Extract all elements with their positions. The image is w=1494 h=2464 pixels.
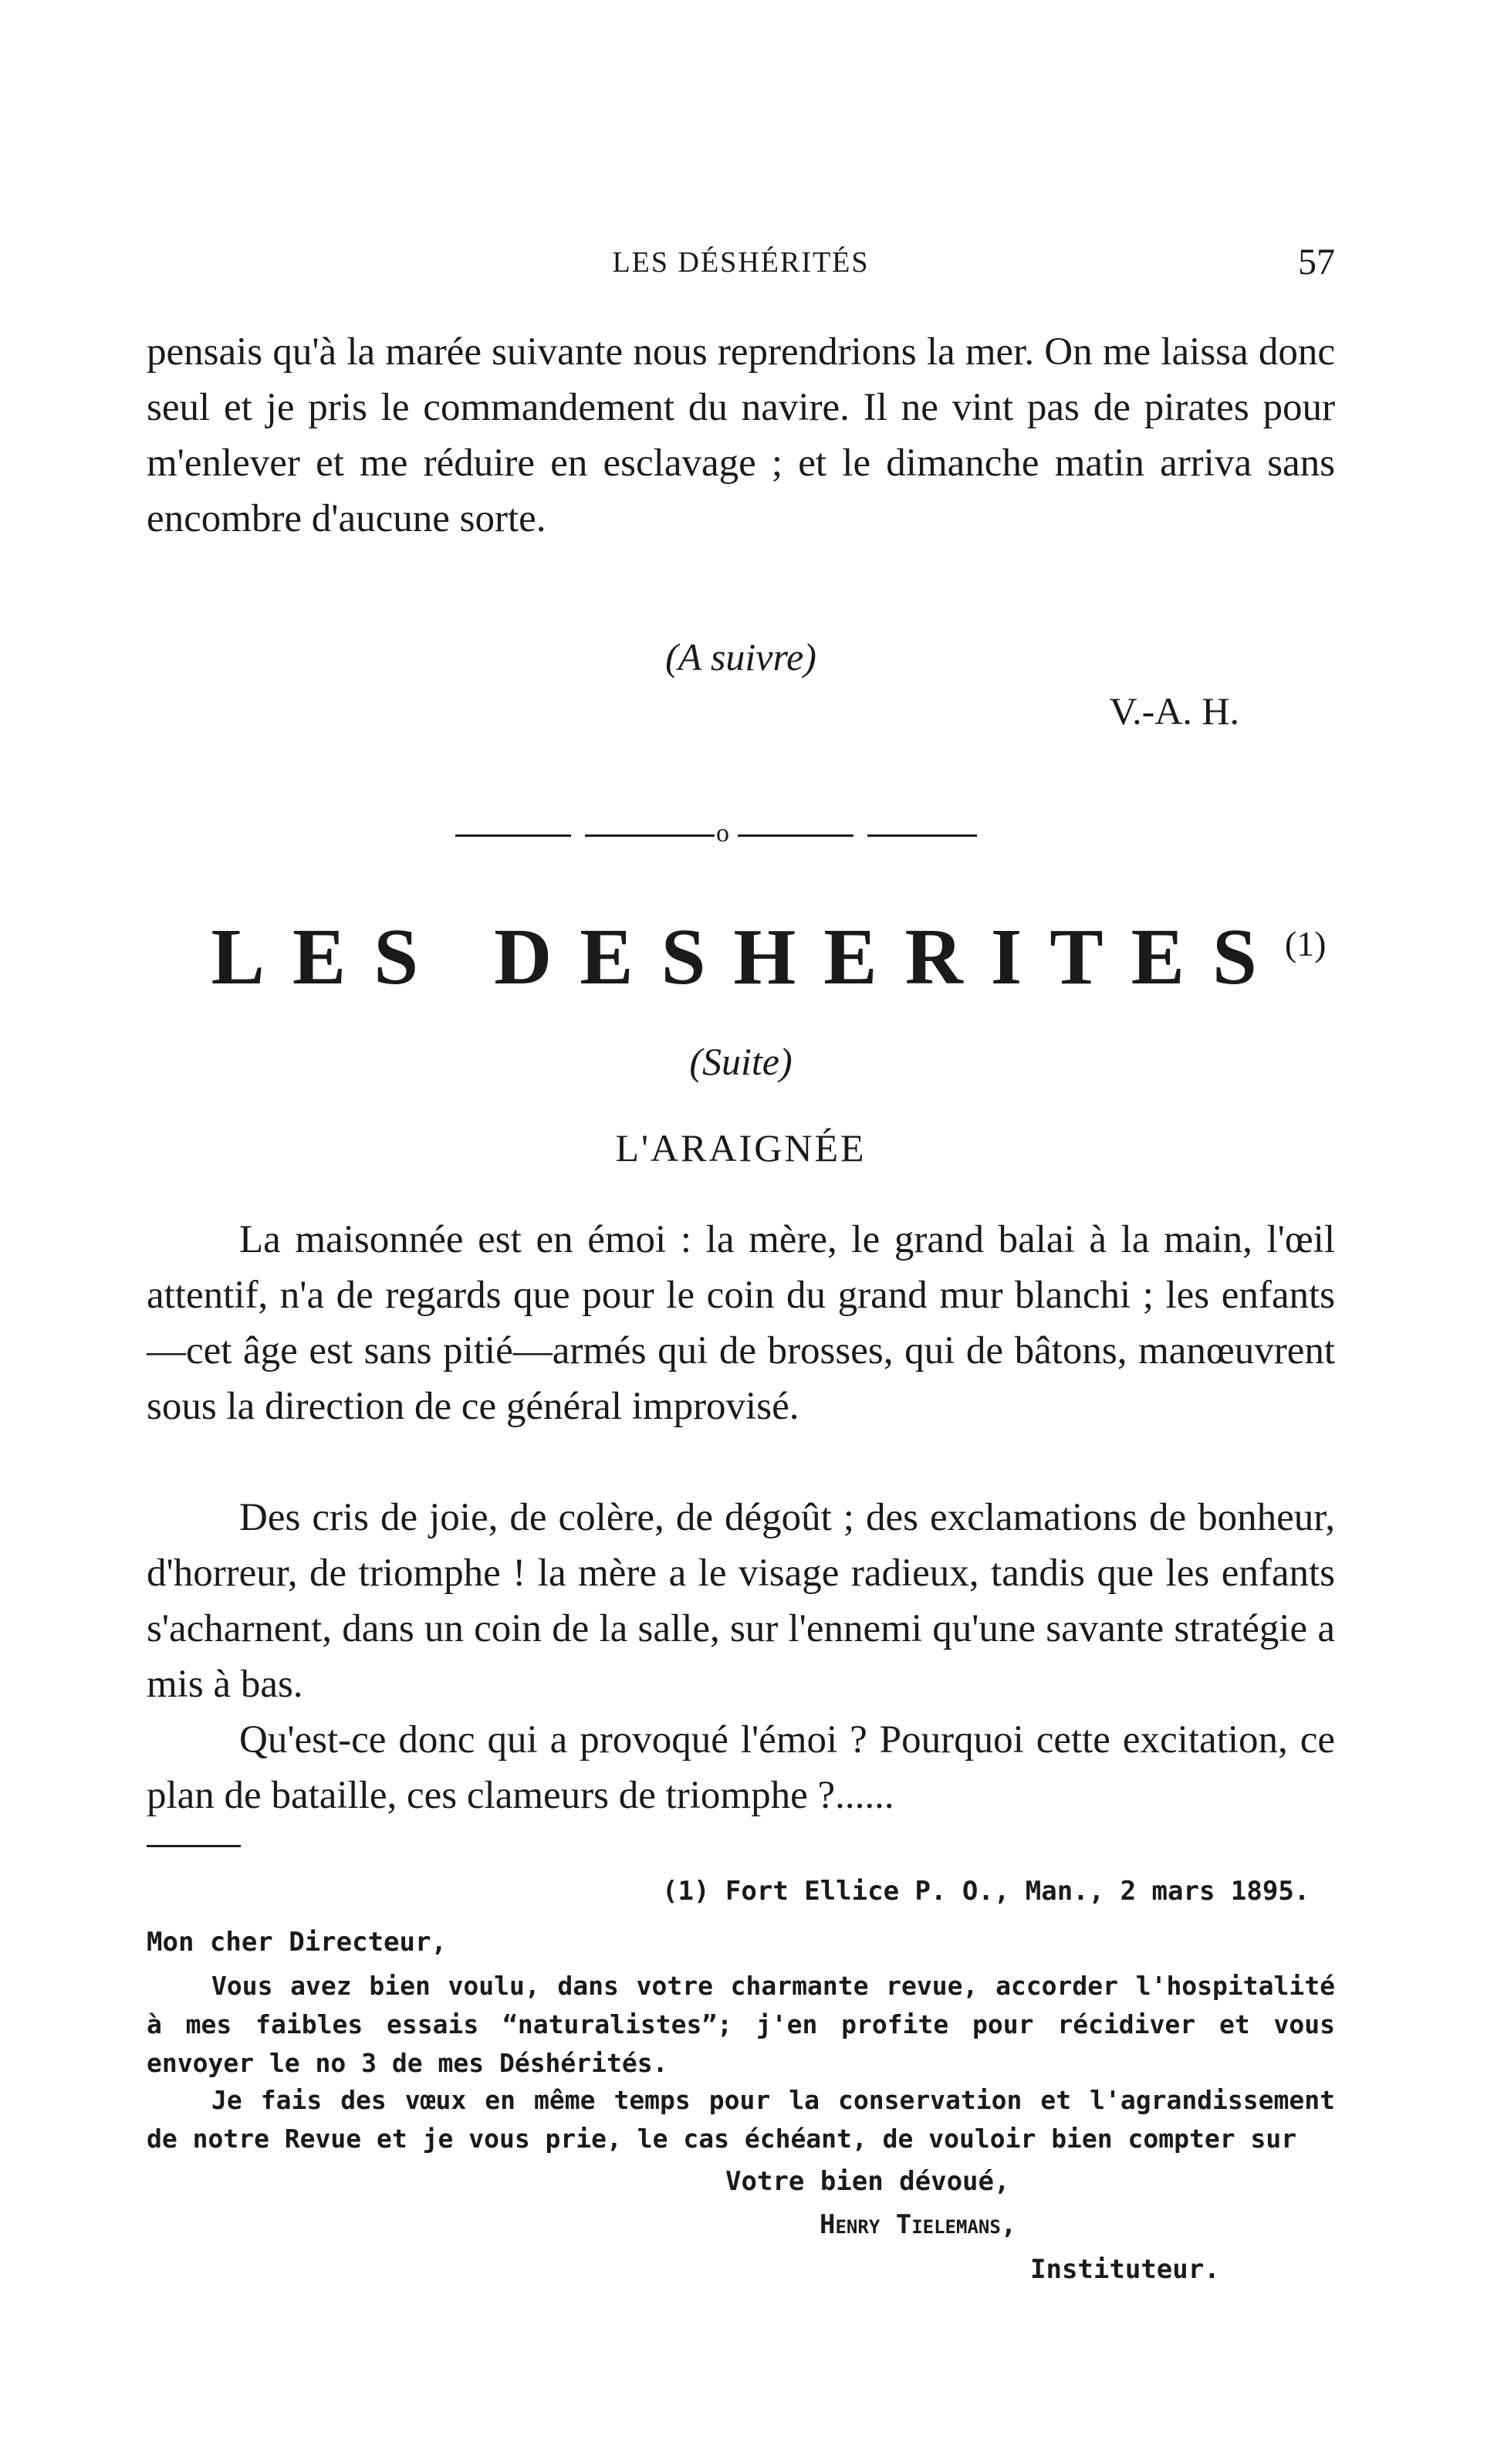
footnote-rule [147, 1845, 241, 1847]
section-separator [455, 819, 1026, 848]
page-number: 57 [1298, 242, 1335, 283]
separator-segment [585, 834, 715, 837]
letter-closing: Votre bien dévoué, [725, 2166, 1010, 2197]
signer-role: Instituteur. [1030, 2254, 1220, 2285]
separator-mark: o [716, 819, 729, 848]
letter-paragraph: Vous avez bien voulu, dans votre charmante revue, accorder l'hospitalité à mes faibles essais “naturalistes”; j'en profite pour récidiver et vous envoyer le no 3 de mes Déshérités. [147, 1971, 1335, 2078]
to-be-continued: (A suivre) [665, 635, 816, 679]
body-paragraph: Des cris de joie, de colère, de dégoût ; des exclamations de bonheur, d'horreur, de triomphe ! la mère a le visage radieux, tandis que les enfants s'acharnent, dans un coin de la salle, sur l'ennemi qu'une savante stratégie a mis à bas. [147, 1496, 1335, 1706]
footnote-text: (1) Fort Ellice P. O., Man., 2 mars 1895. [662, 1876, 1310, 1907]
article-subtitle: (Suite) [689, 1040, 793, 1083]
separator-segment [738, 834, 853, 837]
article-title-text: LES DESHERITES [211, 912, 1285, 1001]
separator-segment [867, 834, 977, 837]
footnote-reference: (1) [1284, 924, 1327, 963]
continued-paragraph: pensais qu'à la marée suivante nous reprendrions la mer. On me laissa donc seul et je pris le commandement du navire. Il ne vint pas de pirates pour m'enlever et me réduire en esclavage ; et le dimanche matin arriva sans encombre d'aucune sorte. [147, 330, 1335, 540]
separator-segment [455, 834, 571, 837]
letter-signer: Henry Tielemans, [820, 2209, 1017, 2240]
letter-paragraph: Je fais des vœux en même temps pour la conservation et l'agrandissement de notre Revue et je vous prie, le cas échéant, de vouloir bien compter sur [147, 2085, 1335, 2154]
running-head [147, 242, 1335, 292]
author-initials: V.-A. H. [1109, 689, 1239, 733]
body-paragraph: Qu'est-ce donc qui a provoqué l'émoi ? Pourquoi cette excitation, ce plan de bataille, ces clameurs de triomphe ?...... [147, 1718, 1335, 1817]
section-title: L'ARAIGNÉE [615, 1126, 867, 1169]
article-title [147, 911, 1363, 1003]
letter-salutation: Mon cher Directeur, [147, 1927, 447, 1958]
running-head-title: LES DÉSHÉRITÉS [612, 246, 870, 279]
body-paragraph: La maisonnée est en émoi : la mère, le grand balai à la main, l'œil attentif, n'a de regards que pour le coin du grand mur blanchi ; les enfants—cet âge est sans pitié—armés qui de brosses, qui de bâtons, manœuvrent sous la direction de ce général improvisé. [147, 1218, 1335, 1428]
